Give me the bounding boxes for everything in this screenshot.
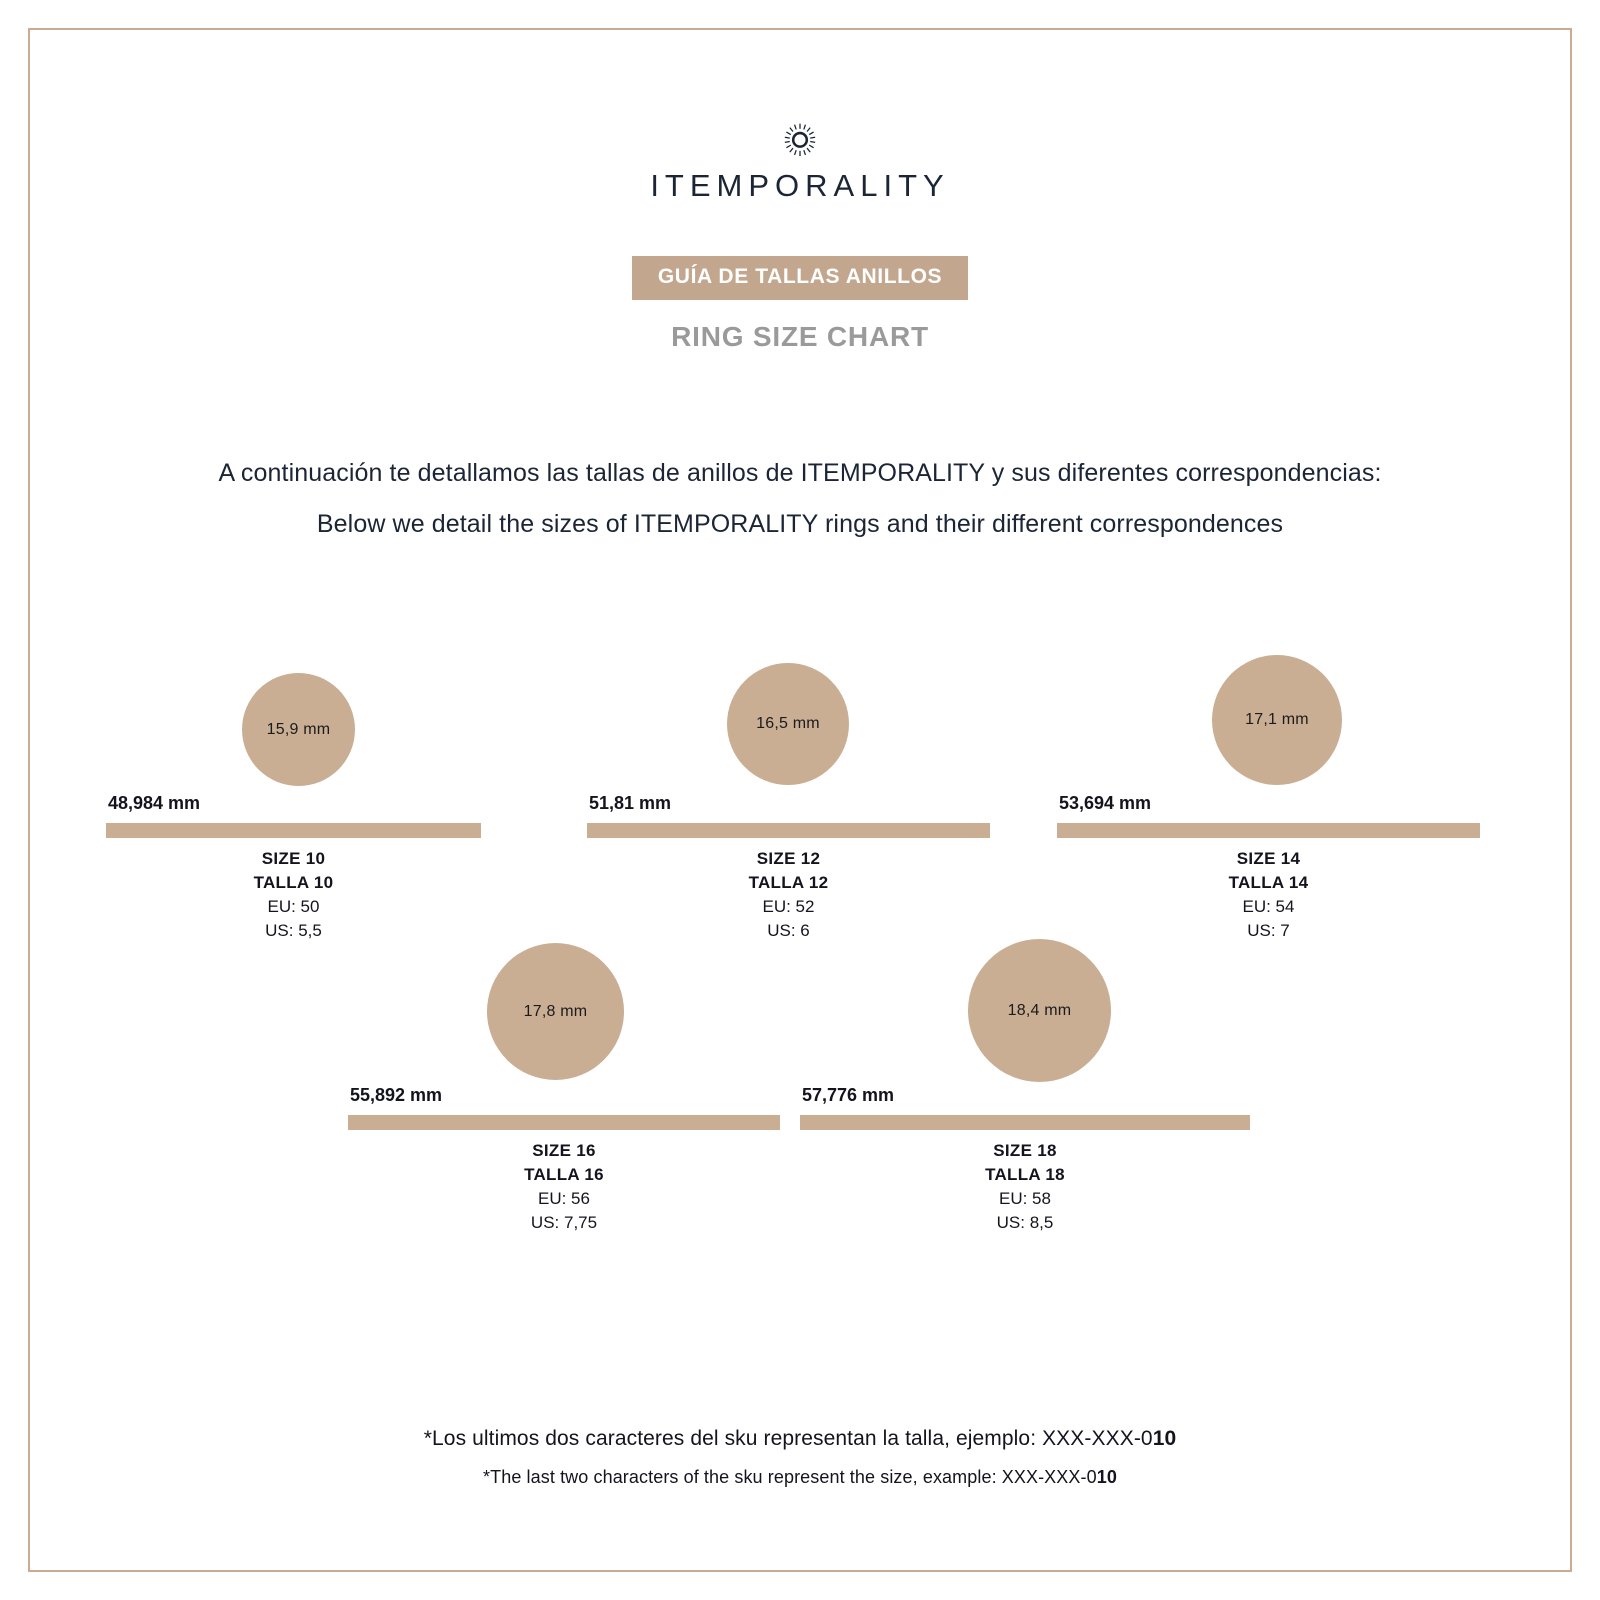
eu-label-18: EU: 58 xyxy=(999,1189,1051,1209)
sunburst-circle-icon xyxy=(783,122,817,156)
eu-label-10: EU: 50 xyxy=(267,897,320,917)
talla-label-14: TALLA 14 xyxy=(1228,873,1309,893)
circumference-label-12: 51,81 mm xyxy=(589,793,672,813)
talla-label-12: TALLA 12 xyxy=(748,873,829,893)
diameter-label-12: 16,5 mm xyxy=(756,715,820,732)
footer-note-en xyxy=(30,1467,1570,1488)
footer-note-en-bold: 10 xyxy=(1096,1467,1117,1487)
diameter-label-14: 17,1 mm xyxy=(1245,711,1309,728)
ring-circle-14 xyxy=(1212,655,1342,785)
talla-label-18: TALLA 18 xyxy=(985,1165,1065,1185)
ring-circle-12 xyxy=(727,663,849,785)
footer-note-en-text: *The last two characters of the sku represent the size, example: XXX-XXX-0 xyxy=(483,1467,1097,1487)
ring-circle-10 xyxy=(242,673,355,786)
diameter-label-18: 18,4 mm xyxy=(1007,1001,1072,1019)
header xyxy=(30,30,1570,353)
us-label-16: US: 7,75 xyxy=(530,1213,598,1233)
size-caption-12 xyxy=(587,847,990,944)
size-label-18: SIZE 18 xyxy=(993,1141,1057,1160)
eu-label-12: EU: 52 xyxy=(762,897,815,917)
us-label-10: US: 5,5 xyxy=(265,921,322,941)
footer-note-es-text: *Los ultimos dos caracteres del sku representan la talla, ejemplo: XXX-XXX-0 xyxy=(423,1427,1153,1450)
size-caption-14 xyxy=(1057,847,1480,944)
size-caption-16 xyxy=(348,1139,780,1236)
page-subtitle: RING SIZE CHART xyxy=(671,321,929,352)
intro-line-en: Below we detail the sizes of ITEMPORALITY rings and their different correspondences xyxy=(316,510,1284,538)
diameter-label-10: 15,9 mm xyxy=(266,720,331,738)
talla-label-10: TALLA 10 xyxy=(253,873,334,893)
circumference-label-18: 57,776 mm xyxy=(802,1085,895,1105)
size-label-14: SIZE 14 xyxy=(1236,849,1301,868)
eu-label-16: EU: 56 xyxy=(538,1189,590,1209)
us-label-12: US: 6 xyxy=(767,921,810,941)
circumference-bar-18 xyxy=(800,1115,1250,1130)
size-label-16: SIZE 16 xyxy=(532,1141,596,1160)
talla-label-16: TALLA 16 xyxy=(524,1165,604,1185)
page-frame xyxy=(28,28,1572,1572)
circumference-bar-16 xyxy=(348,1115,780,1130)
brand-name: ITEMPORALITY xyxy=(650,168,950,203)
us-label-14: US: 7 xyxy=(1247,921,1290,941)
intro-text xyxy=(30,459,1570,539)
circumference-bar-12 xyxy=(587,823,990,838)
size-caption-10 xyxy=(106,847,481,944)
circumference-label-14: 53,694 mm xyxy=(1059,793,1152,813)
eu-label-14: EU: 54 xyxy=(1242,897,1295,917)
us-label-18: US: 8,5 xyxy=(996,1213,1054,1233)
intro-line-es: A continuación te detallamos las tallas de anillos de ITEMPORALITY y sus diferentes correspondencias: xyxy=(218,459,1382,487)
size-diagram-group xyxy=(30,597,1570,1233)
size-caption-18 xyxy=(800,1139,1250,1236)
size-label-10: SIZE 10 xyxy=(261,849,326,868)
size-label-12: SIZE 12 xyxy=(756,849,821,868)
circumference-label-16: 55,892 mm xyxy=(350,1085,443,1105)
footer-note-es xyxy=(30,1427,1570,1451)
circumference-bar-10 xyxy=(106,823,481,838)
footer-note-es-bold: 10 xyxy=(1152,1427,1177,1450)
footer-notes xyxy=(30,1427,1570,1488)
page-title-band: GUÍA DE TALLAS ANILLOS xyxy=(632,256,968,300)
circumference-bar-14 xyxy=(1057,823,1480,838)
ring-circle-16 xyxy=(487,943,624,1080)
circumference-label-10: 48,984 mm xyxy=(108,793,201,813)
diameter-label-16: 17,8 mm xyxy=(523,1002,588,1020)
ring-circle-18 xyxy=(968,939,1111,1082)
